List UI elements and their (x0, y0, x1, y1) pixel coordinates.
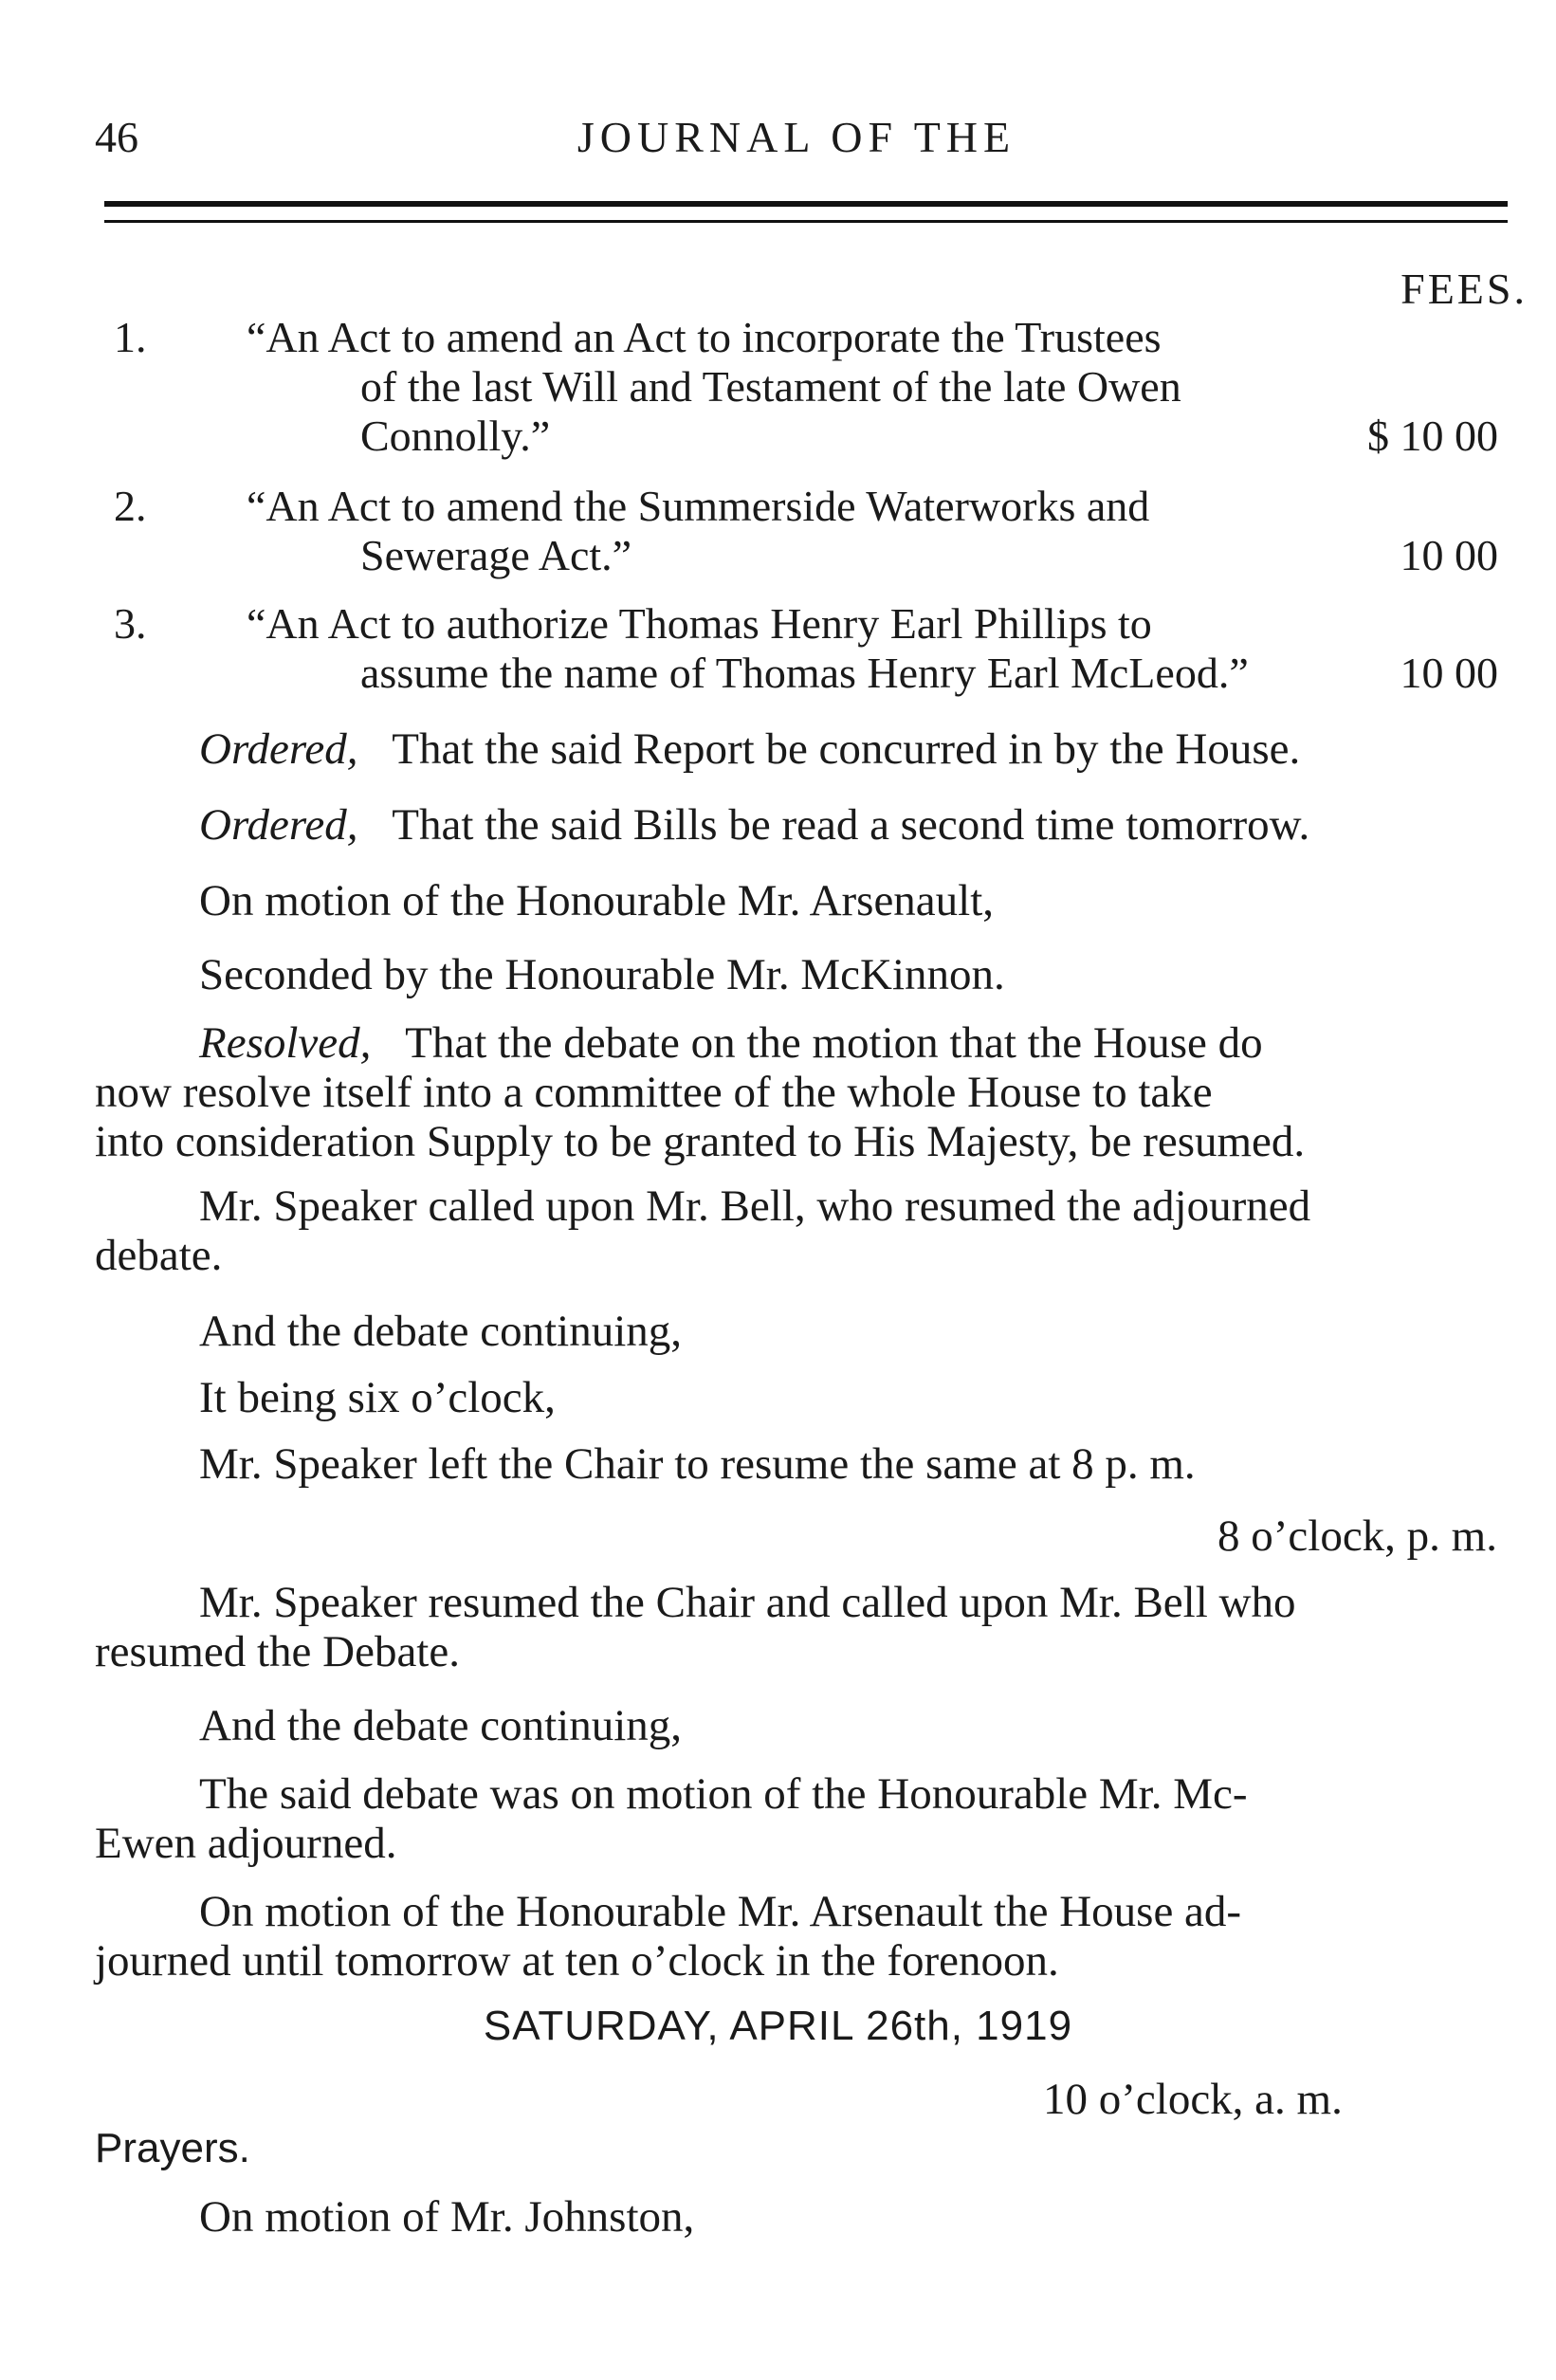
resolved-paragraph-line2: now resolve itself into a committee of the whole House to take (95, 1068, 1213, 1117)
fees-column-heading: FEES. (1400, 265, 1528, 313)
ordered-report-paragraph (199, 723, 1527, 776)
seconded-line: Seconded by the Honourable Mr. McKinnon. (199, 950, 1005, 999)
resolved-paragraph-line1 (199, 1016, 1263, 1070)
speaker-called-line2: debate. (95, 1231, 223, 1280)
motion-line: On motion of the Honourable Mr. Arsenault, (199, 876, 995, 925)
bill-title-line: Connolly.” (360, 412, 551, 460)
bill-title-line: of the last Will and Testament of the late Owen (360, 362, 1181, 411)
bill-title (247, 482, 1441, 580)
bill-title-line: Sewerage Act.” (360, 531, 632, 579)
resolved-paragraph-line3: into consideration Supply to be granted to His Majesty, be resumed. (95, 1117, 1306, 1166)
bill-title-line: “An Act to amend an Act to incorporate the Trustees (247, 313, 1162, 361)
bill-fee: 10 00 (1400, 649, 1498, 697)
ordered-label: Ordered, (199, 800, 358, 850)
debate-continuing-line: And the debate continuing, (199, 1701, 683, 1750)
time-line: 10 o’clock, a. m. (1043, 2075, 1343, 2124)
ordered-text: That the said Report be concurred in by the House. (392, 724, 1301, 774)
date-heading: SATURDAY, APRIL 26th, 1919 (483, 2003, 1073, 2049)
speaker-called-line1: Mr. Speaker called upon Mr. Bell, who resumed the adjourned (199, 1181, 1311, 1231)
header-rule-thin (104, 220, 1508, 223)
bill-title-line: “An Act to authorize Thomas Henry Earl Phillips to (247, 599, 1152, 648)
eight-oclock-line: 8 o’clock, p. m. (1217, 1511, 1497, 1561)
page-header (95, 112, 1498, 169)
bill-title (247, 599, 1441, 698)
house-adjourned-line2: journed until tomorrow at ten o’clock in the forenoon. (95, 1936, 1059, 1986)
debate-adjourned-line1: The said debate was on motion of the Honourable Mr. Mc- (199, 1769, 1248, 1819)
resolved-text: That the debate on the motion that the House do (405, 1018, 1263, 1068)
bill-title (247, 313, 1441, 461)
page-number: 46 (95, 113, 138, 161)
resolved-label: Resolved, (199, 1018, 372, 1068)
ordered-bills-paragraph (199, 798, 1527, 851)
johnston-motion-line: On motion of Mr. Johnston, (199, 2192, 695, 2242)
six-oclock-line: It being six o’clock, (199, 1373, 556, 1422)
running-head: JOURNAL OF THE (577, 113, 1016, 161)
bill-title-line: assume the name of Thomas Henry Earl McLeod.” (360, 649, 1249, 697)
header-rule-thick (104, 201, 1508, 207)
debate-continuing-line: And the debate continuing, (199, 1307, 683, 1356)
speaker-left-line: Mr. Speaker left the Chair to resume the same at 8 p. m. (199, 1439, 1196, 1489)
ordered-text: That the said Bills be read a second time tomorrow. (392, 800, 1310, 850)
prayers-line: Prayers. (95, 2125, 250, 2171)
ordered-label: Ordered, (199, 724, 358, 774)
bill-number: 1. (114, 313, 147, 361)
bill-fee: 10 00 (1400, 531, 1498, 579)
bill-item (114, 482, 1527, 586)
bill-item (114, 599, 1527, 704)
house-adjourned-line1: On motion of the Honourable Mr. Arsenault the House ad- (199, 1887, 1242, 1936)
bill-number: 2. (114, 482, 147, 530)
debate-adjourned-line2: Ewen adjourned. (95, 1819, 397, 1868)
bill-title-line: “An Act to amend the Summerside Waterworks and (247, 482, 1150, 530)
bill-fee: $ 10 00 (1367, 412, 1498, 460)
speaker-resumed-line1: Mr. Speaker resumed the Chair and called upon Mr. Bell who (199, 1578, 1296, 1627)
bill-number: 3. (114, 599, 147, 648)
speaker-resumed-line2: resumed the Debate. (95, 1627, 460, 1676)
bill-item (114, 313, 1527, 465)
